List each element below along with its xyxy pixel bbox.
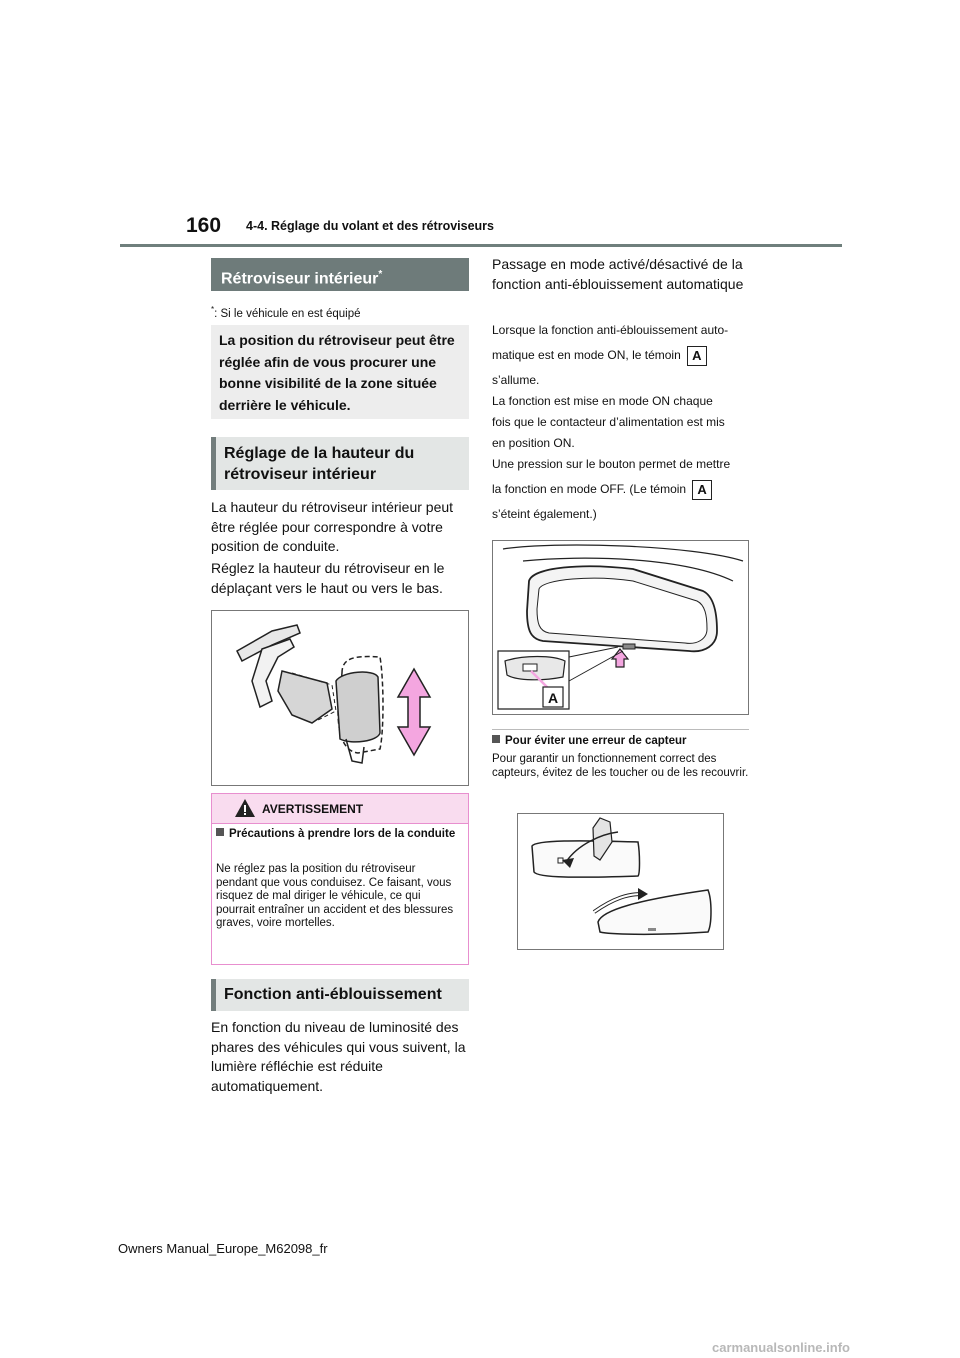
- subhead-height-adjust-text: Réglage de la hauteur du rétroviseur intérieur: [224, 445, 415, 483]
- sensor-body: Pour garantir un fonctionnement correct des capteurs, évitez de les toucher ou de les recouvrir.: [492, 753, 749, 779]
- section-title-text: Rétroviseur intérieur: [221, 270, 379, 288]
- figure-sensors: [517, 813, 724, 950]
- divider: [492, 729, 749, 730]
- explanation-line-4: La fonction est mise en mode ON chaque: [492, 394, 713, 408]
- explanation-line-1: Lorsque la fonction anti-éblouissement auto-: [492, 323, 729, 337]
- sensor-title: [492, 735, 749, 749]
- subhead-anti-glare-text: Fonction anti-éblouissement: [224, 986, 442, 1003]
- bullet-square-icon: [216, 828, 224, 836]
- warning-title: AVERTISSEMENT: [262, 802, 364, 816]
- indicator-a-label: A: [687, 346, 707, 366]
- sensor-mirror-illustration: [518, 814, 723, 949]
- warning-body: Ne réglez pas la position du rétroviseur pendant que vous conduisez. Ce faisant, vous risquez de mal diriger le véhicule, ce qui pourrait entraîner un accident et des blessures graves, voire mortelles.: [216, 863, 454, 929]
- warning-item-title-text: Précautions à prendre lors de la conduite: [229, 828, 456, 840]
- watermark: carmanualsonline.info: [712, 1340, 850, 1355]
- footnote-mark: *: [211, 305, 215, 314]
- paragraph-adjust: Réglez la hauteur du rétroviseur en le déplaçant vers le haut ou vers le bas.: [211, 560, 445, 596]
- paragraph-height: La hauteur du rétroviseur intérieur peut être réglée pour correspondre à votre position de conduite.: [211, 499, 454, 554]
- sensor-title-text: Pour éviter une erreur de capteur: [505, 735, 687, 747]
- explanation-line-5: fois que le contacteur d’alimentation est mis: [492, 415, 725, 429]
- warning-triangle-icon: [234, 798, 256, 818]
- explanation-line-7: Une pression sur le bouton permet de mettre: [492, 457, 731, 471]
- warning-box: [211, 793, 469, 965]
- footer-manual-name: Owners Manual_Europe_M62098_fr: [118, 1241, 328, 1256]
- warning-item-title: [216, 828, 475, 842]
- explanation-line-3: s’allume.: [492, 373, 540, 387]
- subhead-height-adjust: [211, 437, 469, 490]
- section-title: [211, 258, 469, 291]
- figure-anti-glare-button: [492, 540, 749, 715]
- paragraph-anti-glare: En fonction du niveau de luminosité des phares des véhicules qui vous suivent, la lumière réfléchie est réduite automatiquement.: [211, 1019, 466, 1094]
- explanation-line-2-text: matique est en mode ON, le témoin: [492, 348, 681, 362]
- subhead-anti-glare: [211, 979, 469, 1011]
- explanation-line-6: en position ON.: [492, 436, 575, 450]
- bullet-square-icon-2: [492, 735, 500, 743]
- footnote: [211, 305, 361, 320]
- warning-header: [212, 794, 468, 824]
- indicator-a-label-2: A: [692, 480, 712, 500]
- explanation-line-2: [492, 345, 752, 366]
- explanation-line-9: s’éteint également.): [492, 507, 597, 521]
- title-asterisk: *: [378, 269, 383, 280]
- explanation-line-8: [492, 479, 752, 500]
- anti-glare-mirror-illustration: [493, 541, 748, 714]
- mirror-height-illustration: [212, 611, 468, 785]
- page-number: 160: [186, 214, 222, 237]
- explanation-block: [492, 320, 752, 525]
- intro-box: [211, 325, 469, 419]
- intro-text: La position du rétroviseur peut être réglée afin de vous procurer une bonne visibilité de la zone située derrière le véhicule.: [219, 332, 455, 413]
- lead-text: Passage en mode activé/désactivé de la fonction anti-éblouissement automatique: [492, 256, 744, 292]
- section-breadcrumb: 4-4. Réglage du volant et des rétroviseurs: [246, 219, 494, 233]
- figure-label-a: A: [548, 690, 559, 706]
- header-rule: [120, 244, 842, 247]
- footnote-text: : Si le véhicule en est équipé: [214, 307, 361, 320]
- figure-mirror-height: [211, 610, 469, 786]
- explanation-line-8-text: la fonction en mode OFF. (Le témoin: [492, 482, 687, 496]
